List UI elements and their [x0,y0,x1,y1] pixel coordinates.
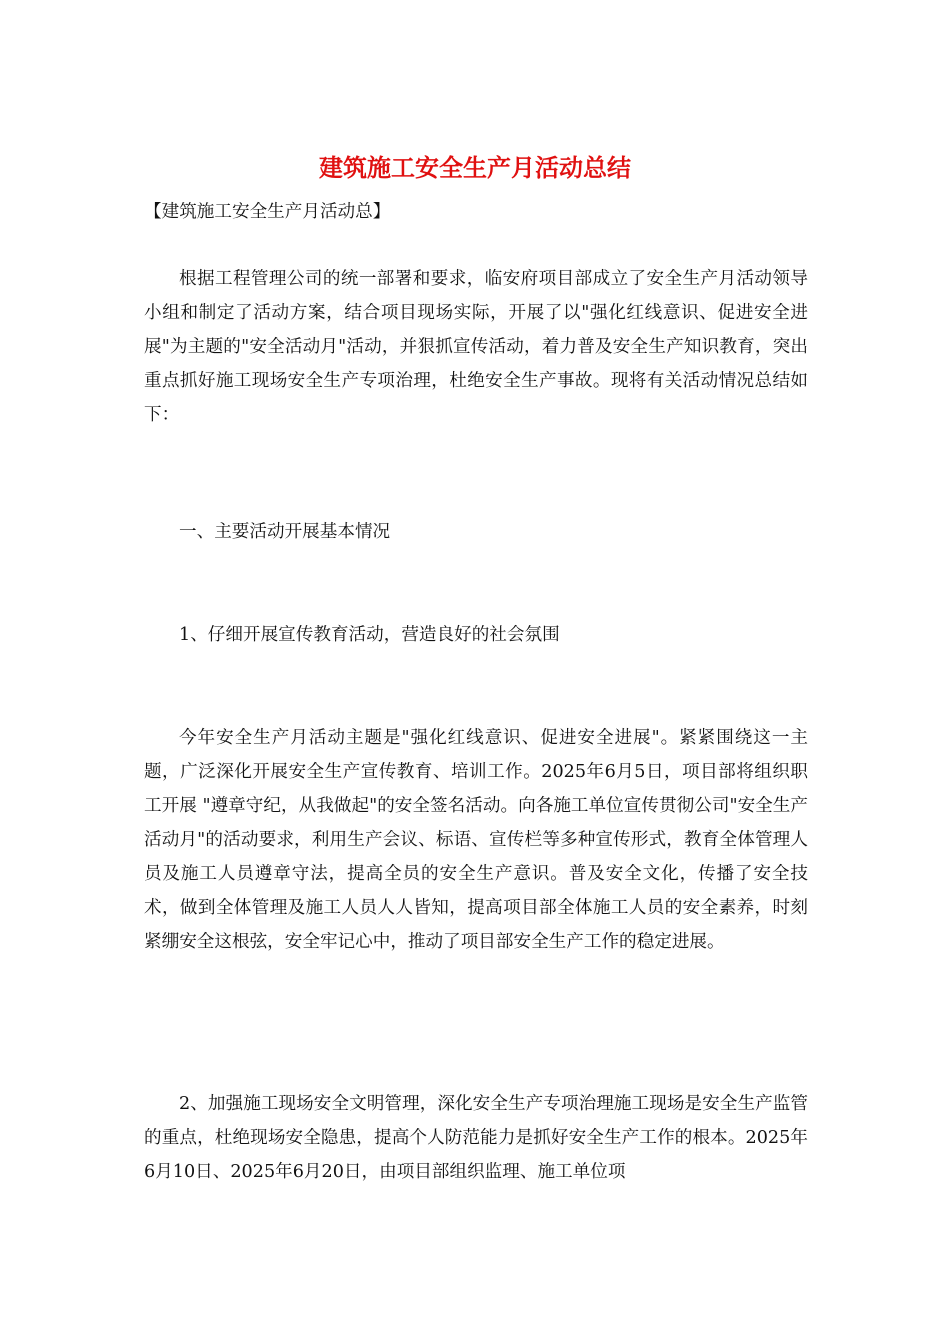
item-heading: 1、仔细开展宣传教育活动，营造良好的社会氛围 [179,625,560,645]
section-heading: 一、主要活动开展基本情况 [179,522,391,542]
document-title: 建筑施工安全生产月活动总结 [319,153,631,182]
document-subtitle: 【建筑施工安全生产月活动总】 [144,202,391,222]
item-paragraph: 2、加强施工现场安全文明管理，深化安全生产专项治理施工现场是安全生产监管的重点，杜绝现场安全隐患，提高个人防范能力是抓好安全生产工作的根本。2025年6月10日、2025年6月20日，由项目部组织监理、施工单位项 [144,1094,808,1182]
item-paragraph: 今年安全生产月活动主题是"强化红线意识、促进安全进展"。紧紧围绕这一主题，广泛深化开展安全生产宣传教育、培训工作。2025年6月5日，项目部将组织职工开展 "遵章守纪，从我做起"的安全签名活动。向各施工单位宣传贯彻公司"安全生产活动月"的活动要求，利用生产会议、标语、宣传栏等多种宣传形式，教育全体管理人员及施工人员遵章守法，提高全员的安全生产意识。普及安全文化，传播了安全技术，做到全体管理及施工人员人人皆知，提高项目部全体施工人员的安全素养，时刻紧绷安全这根弦，安全牢记心中，推动了项目部安全生产工作的稳定进展。 [144,728,808,952]
intro-paragraph: 根据工程管理公司的统一部署和要求，临安府项目部成立了安全生产月活动领导小组和制定了活动方案，结合项目现场实际，开展了以"强化红线意识、促进安全进展"为主题的"安全活动月"活动，并狠抓宣传活动，着力普及安全生产知识教育，突出重点抓好施工现场安全生产专项治理，杜绝安全生产事故。现将有关活动情况总结如下： [144,269,808,425]
